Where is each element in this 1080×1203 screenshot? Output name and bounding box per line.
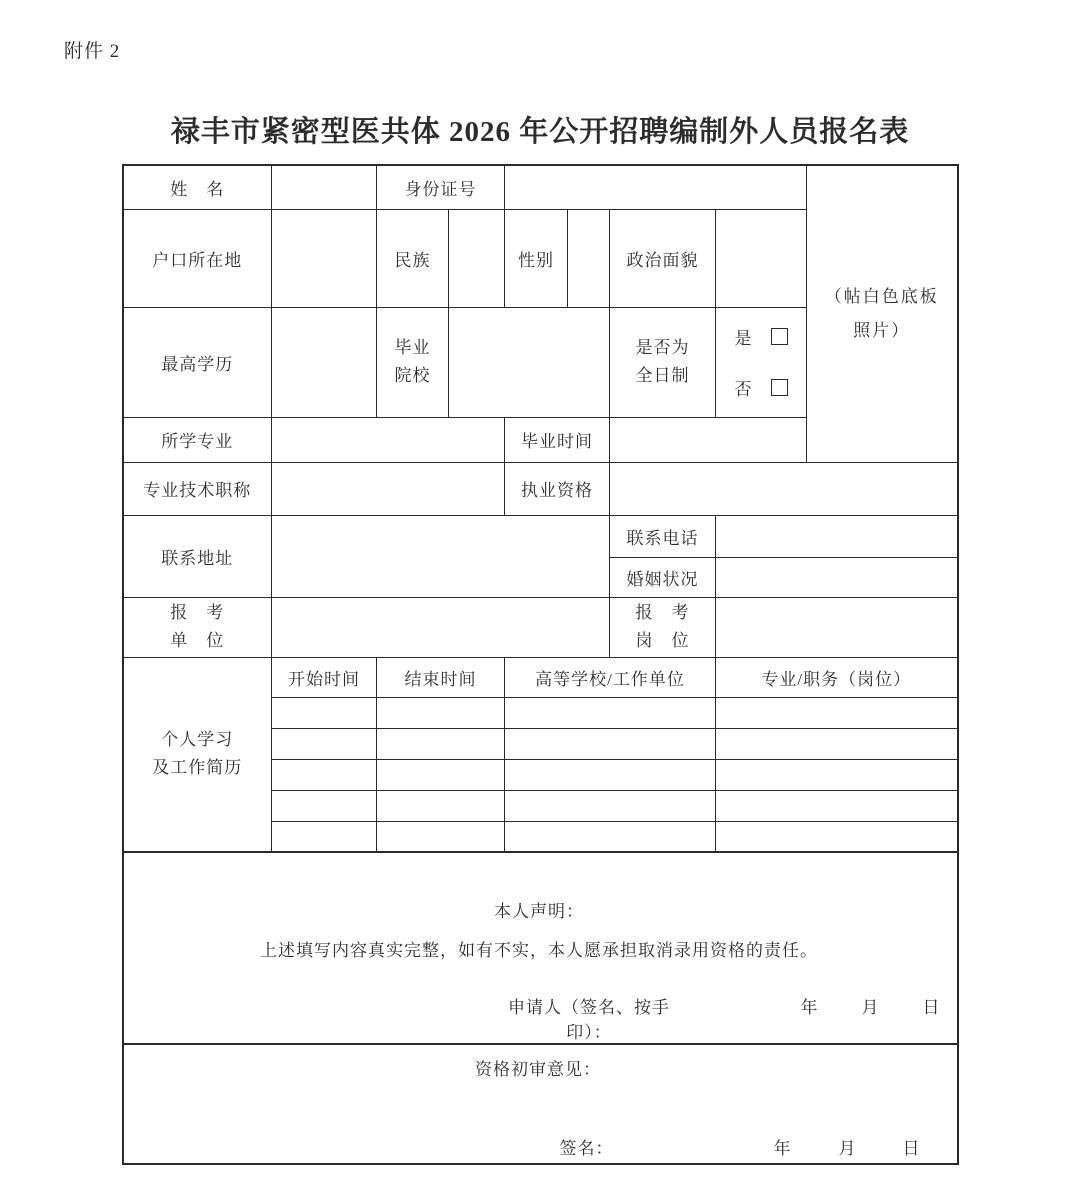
- year-label: 年: [800, 998, 819, 1017]
- is-fulltime-label: 是否为 全日制: [610, 307, 716, 417]
- contact-address-field: [272, 515, 610, 597]
- day-label: 日: [922, 998, 941, 1017]
- political-status-field: [716, 209, 807, 307]
- row-name: [123, 165, 958, 209]
- graduate-school-field: [449, 307, 610, 417]
- review-cell: [123, 1044, 958, 1164]
- major-label: 所学专业: [123, 417, 272, 462]
- resume-major-post-cell: [716, 697, 958, 728]
- resume-end-time-cell: [377, 728, 505, 759]
- marital-status-field: [716, 557, 958, 597]
- resume-school-unit-cell: [505, 790, 716, 821]
- resume-major-post-cell: [716, 728, 958, 759]
- household-label: 户口所在地: [123, 209, 272, 307]
- review-row: [123, 1044, 958, 1164]
- contact-address-label: 联系地址: [123, 515, 272, 597]
- declaration-row: [123, 852, 958, 1044]
- photo-note: （帖白色底板照片）: [824, 286, 939, 340]
- major-field: [272, 417, 505, 462]
- highest-education-field: [272, 307, 377, 417]
- attachment-label: 附件 2: [64, 41, 121, 62]
- practice-qualification-field: [610, 462, 958, 515]
- resume-start-time-cell: [272, 821, 377, 852]
- contact-phone-label: 联系电话: [610, 515, 716, 557]
- id-number-label: 身份证号: [377, 165, 505, 209]
- fulltime-yes-option: [735, 324, 788, 349]
- fulltime-yes-label: 是: [734, 329, 753, 348]
- fulltime-no-option: [735, 375, 788, 400]
- graduation-time-field: [610, 417, 807, 462]
- fulltime-yes-checkbox: [771, 328, 788, 345]
- resume-col-major-post: 专业/职务（岗位）: [716, 657, 958, 697]
- row-contact-phone: [123, 515, 958, 557]
- resume-section-label: 个人学习 及工作简历: [123, 657, 272, 852]
- month-label: 月: [861, 998, 880, 1017]
- ethnicity-label: 民族: [377, 209, 449, 307]
- resume-school-unit-cell: [505, 697, 716, 728]
- apply-post-label: 报 考 岗 位: [610, 597, 716, 657]
- resume-end-time-cell: [377, 697, 505, 728]
- resume-major-post-cell: [716, 821, 958, 852]
- id-number-field: [505, 165, 807, 209]
- declaration-cell: [123, 852, 958, 1044]
- practice-qualification-label: 执业资格: [505, 462, 610, 515]
- application-form-table: [122, 164, 959, 1165]
- professional-title-field: [272, 462, 505, 515]
- day-label: 日: [902, 1139, 921, 1159]
- resume-start-time-cell: [272, 697, 377, 728]
- applicant-sign-label: 申请人（签名、按手印）：: [508, 998, 670, 1042]
- professional-title-label: 专业技术职称: [123, 462, 272, 515]
- month-label: 月: [838, 1139, 857, 1159]
- declaration-title: 本人声明：: [494, 902, 584, 921]
- resume-major-post-cell: [716, 790, 958, 821]
- resume-start-time-cell: [272, 759, 377, 790]
- political-status-label: 政治面貌: [610, 209, 716, 307]
- apply-unit-label: 报 考 单 位: [123, 597, 272, 657]
- review-sign-label: 签名：: [559, 1139, 614, 1159]
- apply-unit-field: [272, 597, 610, 657]
- resume-header-row: [123, 657, 958, 697]
- highest-education-label: 最高学历: [123, 307, 272, 417]
- name-field: [272, 165, 377, 209]
- resume-start-time-cell: [272, 728, 377, 759]
- resume-school-unit-cell: [505, 728, 716, 759]
- applicant-sign-line: [138, 993, 941, 1043]
- graduation-time-label: 毕业时间: [505, 417, 610, 462]
- gender-label: 性别: [505, 209, 568, 307]
- resume-start-time-cell: [272, 790, 377, 821]
- fulltime-no-label: 否: [734, 380, 753, 399]
- resume-end-time-cell: [377, 790, 505, 821]
- resume-col-start-time: 开始时间: [272, 657, 377, 697]
- ethnicity-field: [449, 209, 505, 307]
- graduate-school-label: 毕业 院校: [377, 307, 449, 417]
- year-label: 年: [773, 1139, 792, 1159]
- resume-major-post-cell: [716, 759, 958, 790]
- gender-field: [568, 209, 610, 307]
- marital-status-label: 婚姻状况: [610, 557, 716, 597]
- resume-col-school-unit: 高等学校/工作单位: [505, 657, 716, 697]
- declaration-body: 上述填写内容真实完整，如有不实，本人愿承担取消录用资格的责任。: [260, 940, 818, 960]
- resume-col-end-time: 结束时间: [377, 657, 505, 697]
- fulltime-checkbox-cell: [716, 307, 807, 417]
- row-apply: [123, 597, 958, 657]
- resume-end-time-cell: [377, 821, 505, 852]
- review-sign-line: [136, 1134, 941, 1159]
- resume-end-time-cell: [377, 759, 505, 790]
- fulltime-no-checkbox: [771, 379, 788, 396]
- name-label: 姓 名: [123, 165, 272, 209]
- contact-phone-field: [716, 515, 958, 557]
- household-field: [272, 209, 377, 307]
- row-title: [123, 462, 958, 515]
- resume-school-unit-cell: [505, 821, 716, 852]
- resume-school-unit-cell: [505, 759, 716, 790]
- review-label: 资格初审意见：: [475, 1059, 601, 1079]
- photo-placeholder: [807, 165, 958, 462]
- apply-post-field: [716, 597, 958, 657]
- page-title: 禄丰市紧密型医共体 2026 年公开招聘编制外人员报名表: [170, 116, 910, 148]
